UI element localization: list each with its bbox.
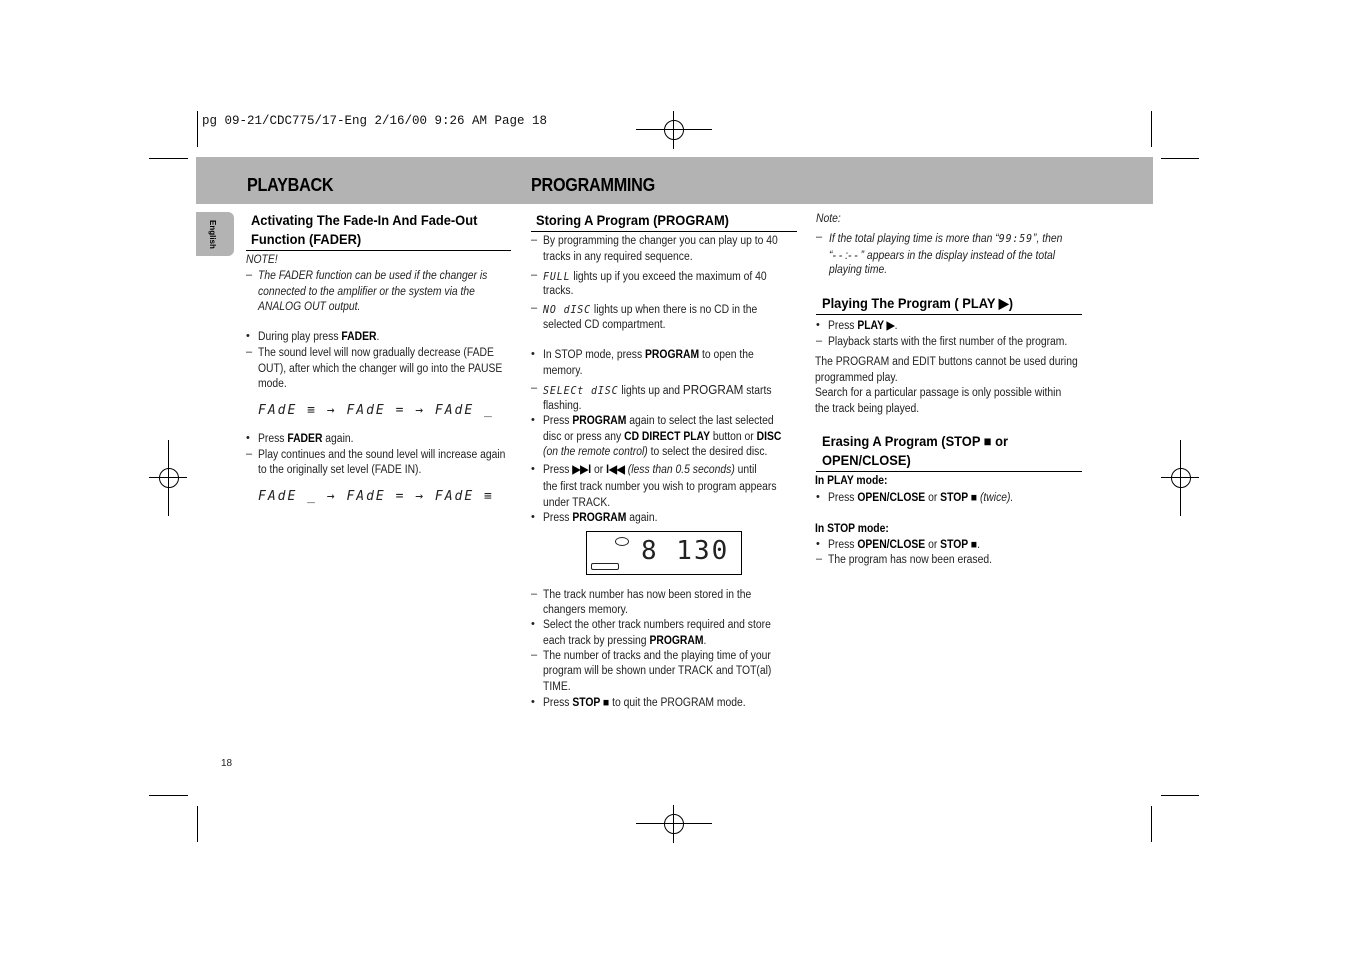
- storing-line: The track number has now been stored in the: [543, 589, 752, 601]
- print-slug-line: pg 09-21/CDC775/17-Eng 2/16/00 9:26 AM Page 18: [202, 114, 548, 128]
- disc-icon: [615, 537, 629, 546]
- erasing-heading-line1: Erasing A Program (STOP ■ or: [822, 433, 1009, 449]
- language-tab: [196, 212, 234, 256]
- erasing-heading-line2: OPEN/CLOSE): [822, 452, 911, 468]
- display-indicator-icon: [591, 563, 619, 570]
- language-tab-label: English: [208, 220, 217, 249]
- storing-step: Press PROGRAM again.: [543, 512, 658, 524]
- bullet-marker: •: [816, 319, 820, 331]
- playing-line: Playback starts with the first number of the program.: [828, 336, 1068, 348]
- note-label: Note:: [816, 213, 841, 225]
- title-band: [196, 157, 1153, 204]
- erasing-line: The program has now been erased.: [828, 554, 992, 566]
- storing-step: In STOP mode, press PROGRAM to open the: [543, 349, 754, 361]
- bullet-marker: •: [531, 414, 535, 426]
- storing-line: disc or press any CD DIRECT PLAY button or DISC: [543, 431, 782, 443]
- fader-note-line: connected to the amplifier or the system via the: [258, 286, 475, 298]
- bullet-marker: •: [531, 348, 535, 360]
- fader-result-line: mode.: [258, 378, 287, 390]
- playing-step: Press PLAY ▶.: [828, 320, 898, 332]
- fader-note-label: NOTE!: [246, 254, 278, 266]
- dash-marker: –: [531, 588, 538, 600]
- storing-line: FULL lights up if you exceed the maximum of 40: [543, 270, 767, 283]
- playing-heading: Playing The Program ( PLAY ▶): [822, 295, 1013, 311]
- display-digits: 8 130: [641, 536, 730, 566]
- note-line: If the total playing time is more than “99:59”, then: [829, 232, 1063, 245]
- page-number: 18: [221, 758, 233, 769]
- storing-line: The number of tracks and the playing time of your: [543, 650, 771, 662]
- storing-line: memory.: [543, 365, 583, 377]
- dash-marker: –: [816, 553, 823, 565]
- fader-result-line: OUT), after which the changer will go into the PAUSE: [258, 363, 503, 375]
- erasing-step: Press OPEN/CLOSE or STOP ■ (twice).: [828, 492, 1014, 504]
- fade-out-display-sequence: FAdE ≡ → FAdE = → FAdE _: [258, 403, 494, 418]
- dash-marker: –: [531, 649, 538, 661]
- storing-line: each track by pressing PROGRAM.: [543, 635, 707, 647]
- note-line: playing time.: [829, 264, 888, 276]
- playing-paragraph-line: The PROGRAM and EDIT buttons cannot be used during: [815, 356, 1078, 368]
- bullet-marker: •: [531, 618, 535, 630]
- storing-line: By programming the changer you can play up to 40: [543, 235, 778, 247]
- dash-marker: –: [816, 231, 823, 243]
- dash-marker: –: [531, 269, 538, 281]
- storing-step: Press PROGRAM again to select the last selected: [543, 415, 774, 427]
- storing-line: changers memory.: [543, 604, 628, 616]
- storing-line: tracks.: [543, 285, 574, 297]
- bullet-marker: •: [246, 432, 250, 444]
- storing-line: under TRACK.: [543, 497, 611, 509]
- dash-marker: –: [246, 346, 253, 358]
- fader-note-line: The FADER function can be used if the changer is: [258, 270, 488, 282]
- dash-marker: –: [816, 335, 823, 347]
- storing-line: SELECt dISC lights up and PROGRAM starts: [543, 382, 772, 397]
- play-mode-label: In PLAY mode:: [815, 475, 888, 487]
- storing-step: Select the other track numbers required and store: [543, 619, 771, 631]
- storing-line: the first track number you wish to program appears: [543, 481, 777, 493]
- fader-result-line: to the originally set level (FADE IN).: [258, 464, 422, 476]
- dash-marker: –: [531, 302, 538, 314]
- fader-step-1: During play press FADER.: [258, 331, 380, 343]
- storing-heading: Storing A Program (PROGRAM): [536, 212, 729, 228]
- playing-paragraph-line: the track being played.: [815, 403, 920, 415]
- playing-paragraph-line: programmed play.: [815, 372, 898, 384]
- playing-heading-rule: [816, 314, 1082, 315]
- bullet-marker: •: [816, 538, 820, 550]
- playing-paragraph-line: Search for a particular passage is only possible within: [815, 387, 1062, 399]
- erasing-heading-rule: [816, 471, 1082, 472]
- bullet-marker: •: [531, 463, 535, 475]
- dash-marker: –: [531, 382, 538, 394]
- lcd-display-illustration: [586, 531, 742, 575]
- storing-line: TIME.: [543, 681, 571, 693]
- storing-step: Press ▶▶I or I◀◀ (less than 0.5 seconds) until: [543, 464, 757, 476]
- storing-line: NO dISC lights up when there is no CD in the: [543, 303, 758, 316]
- fader-heading-rule: [246, 250, 511, 251]
- bullet-marker: •: [531, 511, 535, 523]
- storing-line: flashing.: [543, 400, 582, 412]
- storing-line: (on the remote control) to select the desired disc.: [543, 446, 768, 458]
- stop-mode-label: In STOP mode:: [815, 523, 889, 535]
- dash-marker: –: [246, 269, 253, 281]
- fader-heading-line1: Activating The Fade-In And Fade-Out: [251, 212, 478, 228]
- storing-line: program will be shown under TRACK and TOT(al): [543, 665, 772, 677]
- dash-marker: –: [246, 448, 253, 460]
- bullet-marker: •: [816, 491, 820, 503]
- fader-note-line: ANALOG OUT output.: [258, 301, 361, 313]
- bullet-marker: •: [531, 696, 535, 708]
- storing-step: Press STOP ■ to quit the PROGRAM mode.: [543, 697, 746, 709]
- storing-line: tracks in any required sequence.: [543, 251, 693, 263]
- storing-heading-rule: [531, 231, 797, 232]
- storing-line: selected CD compartment.: [543, 319, 666, 331]
- fader-heading-line2: Function (FADER): [251, 231, 362, 247]
- previous-track-icon: I◀◀: [606, 464, 625, 476]
- note-line: “- - :- - ” appears in the display instead of the total: [829, 250, 1056, 262]
- section-title-playback: PLAYBACK: [247, 175, 334, 195]
- next-track-icon: ▶▶I: [572, 464, 592, 476]
- fader-step-2: Press FADER again.: [258, 433, 354, 445]
- erasing-step: Press OPEN/CLOSE or STOP ■.: [828, 539, 980, 551]
- dash-marker: –: [531, 234, 538, 246]
- fade-in-display-sequence: FAdE _ → FAdE = → FAdE ≡: [258, 489, 494, 504]
- bullet-marker: •: [246, 330, 250, 342]
- fader-result-line: The sound level will now gradually decrease (FADE: [258, 347, 494, 359]
- fader-result-line: Play continues and the sound level will increase again: [258, 449, 506, 461]
- section-title-programming: PROGRAMMING: [531, 175, 655, 195]
